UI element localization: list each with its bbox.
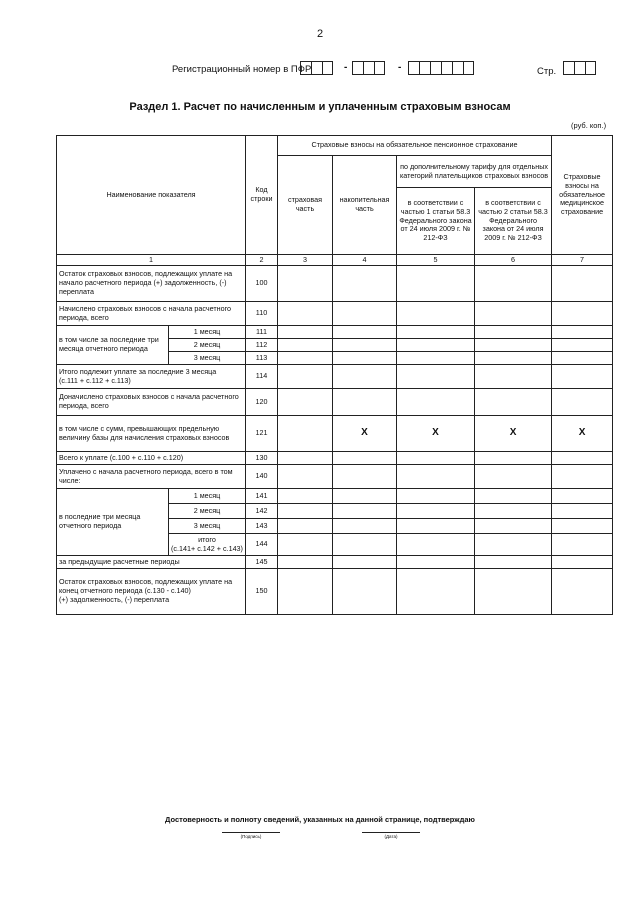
- row-code-110: 110: [246, 302, 278, 326]
- value-cell[interactable]: [475, 266, 552, 302]
- column-number: 7: [552, 255, 613, 266]
- total-label: итого (с.141+ с.142 + с.143): [169, 534, 246, 556]
- table-row: [57, 452, 613, 465]
- value-cell[interactable]: [475, 339, 552, 352]
- header-insurance-part: страховая часть: [278, 156, 333, 255]
- page-label: Стр.: [537, 66, 557, 77]
- row-label-last-3-months: в последние три месяца отчетного периода: [57, 489, 169, 556]
- table-row: [57, 556, 613, 569]
- header-line-code: Код строки: [246, 136, 278, 255]
- value-cell[interactable]: [333, 452, 397, 465]
- registration-number-group-2[interactable]: [352, 61, 385, 75]
- value-cell[interactable]: [475, 389, 552, 416]
- header-indicator-name: Наименование показателя: [57, 136, 246, 255]
- value-cell[interactable]: [552, 326, 613, 339]
- value-cell[interactable]: [552, 365, 613, 389]
- value-cell[interactable]: [278, 465, 333, 489]
- signature-line[interactable]: [222, 832, 280, 833]
- table-row: [57, 389, 613, 416]
- row-code-141: 141: [246, 489, 278, 504]
- value-cell[interactable]: [333, 365, 397, 389]
- value-cell[interactable]: [397, 489, 475, 504]
- value-cell[interactable]: [397, 504, 475, 519]
- value-cell[interactable]: [333, 352, 397, 365]
- row-formula-150: (с.130 - с.140): [144, 586, 191, 596]
- value-cell[interactable]: [278, 556, 333, 569]
- value-cell[interactable]: [475, 556, 552, 569]
- column-number: 3: [278, 255, 333, 266]
- table-row: [57, 266, 613, 302]
- row-code-113: 113: [246, 352, 278, 365]
- header-part-1: в соответствии с частью 1 статьи 58.3 Федерального закона от 24 июля 2009 г. № 212-ФЗ: [397, 188, 475, 255]
- table-row: [57, 365, 613, 389]
- value-cell[interactable]: [475, 302, 552, 326]
- value-cell[interactable]: [333, 465, 397, 489]
- value-cell[interactable]: [278, 489, 333, 504]
- page-number: 2: [316, 28, 324, 40]
- value-cell[interactable]: [475, 326, 552, 339]
- value-cell[interactable]: [278, 534, 333, 556]
- value-cell[interactable]: [278, 504, 333, 519]
- value-cell[interactable]: [397, 534, 475, 556]
- value-cell[interactable]: [552, 266, 613, 302]
- value-cell[interactable]: [278, 326, 333, 339]
- value-cell[interactable]: [278, 416, 333, 452]
- date-line[interactable]: [362, 832, 420, 833]
- row-label-130: Всего к уплате (с.100 + с.110 + с.120): [57, 452, 246, 465]
- row-code-150: 150: [246, 569, 278, 615]
- value-cell[interactable]: [552, 569, 613, 615]
- signature-caption: (Подпись): [240, 834, 262, 839]
- row-code-142: 142: [246, 504, 278, 519]
- value-cell[interactable]: [397, 452, 475, 465]
- month-label: 2 месяц: [169, 339, 246, 352]
- value-cell[interactable]: [333, 326, 397, 339]
- row-label-121: в том числе с сумм, превышающих предельную величину базы для начисления страховых взносов: [57, 416, 246, 452]
- row-code-114: 114: [246, 365, 278, 389]
- month-label: 1 месяц: [169, 489, 246, 504]
- value-cell[interactable]: [552, 452, 613, 465]
- registration-number-group-1[interactable]: [300, 61, 333, 75]
- x-mark: Х: [397, 416, 475, 452]
- row-code-143: 143: [246, 519, 278, 534]
- header-pension-insurance: Страховые взносы на обязательное пенсионное страхование: [278, 136, 552, 156]
- value-cell[interactable]: [475, 452, 552, 465]
- row-code-100: 100: [246, 266, 278, 302]
- registration-number-label: Регистрационный номер в ПФР: [172, 64, 312, 75]
- value-cell[interactable]: [475, 365, 552, 389]
- value-cell[interactable]: [397, 326, 475, 339]
- value-cell[interactable]: [552, 389, 613, 416]
- value-cell[interactable]: [333, 534, 397, 556]
- value-cell[interactable]: [397, 365, 475, 389]
- table-row: [57, 489, 613, 504]
- value-cell[interactable]: [278, 519, 333, 534]
- registration-number-dash: -: [344, 62, 348, 73]
- registration-number-dash: -: [398, 62, 402, 73]
- row-label-140: Уплачено с начала расчетного периода, всего в том числе:: [57, 465, 246, 489]
- value-cell[interactable]: [475, 489, 552, 504]
- value-cell[interactable]: [397, 352, 475, 365]
- value-cell[interactable]: [333, 302, 397, 326]
- value-cell[interactable]: [333, 266, 397, 302]
- value-cell[interactable]: [333, 389, 397, 416]
- value-cell[interactable]: [552, 302, 613, 326]
- contributions-table: [56, 135, 613, 615]
- value-cell[interactable]: [475, 504, 552, 519]
- total-formula: (с.141+ с.142 + с.143): [171, 543, 243, 553]
- value-cell[interactable]: [278, 352, 333, 365]
- value-cell[interactable]: [552, 519, 613, 534]
- value-cell[interactable]: [397, 556, 475, 569]
- row-code-120: 120: [246, 389, 278, 416]
- row-code-140: 140: [246, 465, 278, 489]
- row-label-145: за предыдущие расчетные периоды: [57, 556, 246, 569]
- confirmation-text: Достоверность и полноту сведений, указанных на данной странице, подтверждаю: [165, 815, 475, 824]
- value-cell[interactable]: [397, 302, 475, 326]
- row-code-121: 121: [246, 416, 278, 452]
- value-cell[interactable]: [278, 569, 333, 615]
- column-number: 4: [333, 255, 397, 266]
- x-mark: Х: [333, 416, 397, 452]
- value-cell[interactable]: [397, 339, 475, 352]
- value-cell[interactable]: [552, 534, 613, 556]
- value-cell[interactable]: [278, 452, 333, 465]
- row-label-110: Начислено страховых взносов с начала расчетного периода, всего: [57, 302, 246, 326]
- value-cell[interactable]: [397, 389, 475, 416]
- header-medical-insurance: Страховые взносы на обязательное медицинское страхование: [552, 136, 613, 255]
- row-code-145: 145: [246, 556, 278, 569]
- value-cell[interactable]: [397, 465, 475, 489]
- header-funded-part: накопительная часть: [333, 156, 397, 255]
- value-cell[interactable]: [475, 534, 552, 556]
- table-row: [57, 416, 613, 452]
- value-cell[interactable]: [475, 519, 552, 534]
- row-formula-130: (с.100 + с.110 + с.120): [109, 452, 184, 462]
- value-cell[interactable]: [278, 389, 333, 416]
- value-cell[interactable]: [552, 556, 613, 569]
- row-label-100: Остаток страховых взносов, подлежащих уплате на начало расчетного периода (+) задолженность, (-) переплата: [57, 266, 246, 302]
- row-formula-114: (с.111 + с.112 + с.113): [59, 375, 131, 385]
- header-part-2: в соответствии с частью 2 статьи 58.3 Федерального закона от 24 июля 2009 г. № 212-ФЗ: [475, 188, 552, 255]
- row-code-112: 112: [246, 339, 278, 352]
- value-cell[interactable]: [397, 266, 475, 302]
- value-cell[interactable]: [333, 339, 397, 352]
- page-number-boxes[interactable]: [563, 61, 596, 75]
- x-mark: Х: [552, 416, 613, 452]
- value-cell[interactable]: [333, 504, 397, 519]
- month-label: 3 месяц: [169, 519, 246, 534]
- value-cell[interactable]: [278, 365, 333, 389]
- table-row: [57, 302, 613, 326]
- value-cell[interactable]: [552, 339, 613, 352]
- row-label-120: Доначислено страховых взносов с начала расчетного периода, всего: [57, 389, 246, 416]
- table-row: [57, 569, 613, 615]
- column-number: 5: [397, 255, 475, 266]
- value-cell[interactable]: [278, 266, 333, 302]
- value-cell[interactable]: [278, 339, 333, 352]
- value-cell[interactable]: [475, 569, 552, 615]
- value-cell[interactable]: [552, 504, 613, 519]
- value-cell[interactable]: [278, 302, 333, 326]
- row-code-130: 130: [246, 452, 278, 465]
- table-row: [57, 465, 613, 489]
- month-label: 3 месяц: [169, 352, 246, 365]
- value-cell[interactable]: [333, 556, 397, 569]
- value-cell[interactable]: [333, 489, 397, 504]
- value-cell[interactable]: [333, 519, 397, 534]
- row-label-150: Остаток страховых взносов, подлежащих уплате на конец отчетного периода (с.130 - с.140) (+) задолженность, (-) переплата: [57, 569, 246, 615]
- value-cell[interactable]: [475, 352, 552, 365]
- value-cell[interactable]: [552, 489, 613, 504]
- column-number: 6: [475, 255, 552, 266]
- value-cell[interactable]: [552, 352, 613, 365]
- row-code-111: 111: [246, 326, 278, 339]
- x-mark: Х: [475, 416, 552, 452]
- value-cell[interactable]: [397, 519, 475, 534]
- table-row: [57, 326, 613, 339]
- row-code-144: 144: [246, 534, 278, 556]
- header-additional-tariff: по дополнительному тарифу для отдельных категорий плательщиков страховых взносов: [397, 156, 552, 188]
- row-label-114: Итого подлежит уплате за последние 3 месяца (с.111 + с.112 + с.113): [57, 365, 246, 389]
- column-number: 2: [246, 255, 278, 266]
- value-cell[interactable]: [475, 465, 552, 489]
- month-label: 2 месяц: [169, 504, 246, 519]
- value-cell[interactable]: [333, 569, 397, 615]
- registration-number-group-3[interactable]: [408, 61, 474, 75]
- value-cell[interactable]: [397, 569, 475, 615]
- column-number: 1: [57, 255, 246, 266]
- month-label: 1 месяц: [169, 326, 246, 339]
- date-caption: (Дата): [384, 834, 398, 839]
- section-title: Раздел 1. Расчет по начисленным и уплаченным страховым взносам: [129, 101, 511, 113]
- row-label-in-last-3-months: в том числе за последние три месяца отчетного периода: [57, 326, 169, 365]
- units-note: (руб. коп.): [571, 121, 607, 130]
- value-cell[interactable]: [552, 465, 613, 489]
